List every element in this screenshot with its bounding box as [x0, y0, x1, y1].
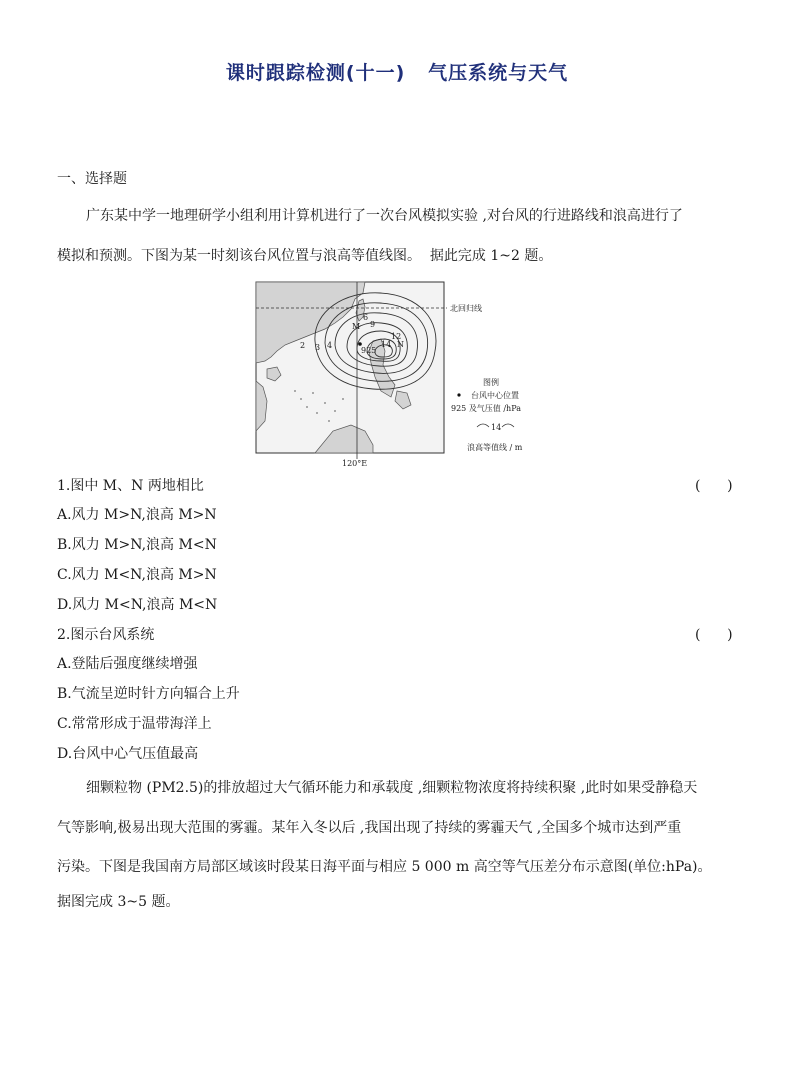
question-2-stem: 2.图示台风系统 [57, 627, 155, 643]
longitude-label: 120°E [342, 459, 368, 468]
point-n-label: N [397, 340, 404, 349]
typhoon-map-figure [255, 281, 540, 471]
question-2-option-c: C.常常形成于温带海洋上 [57, 716, 212, 732]
legend-center-label: 台风中心位置 [471, 391, 519, 400]
question-2-option-d: D.台风中心气压值最高 [57, 746, 199, 762]
isoline-label-3: 3 [315, 343, 321, 352]
isoline-label-2: 2 [300, 341, 306, 350]
question-1-option-b: B.风力 M>N,浪高 M<N [57, 537, 217, 553]
legend-pressure-label: 925 及气压值 /hPa [451, 404, 521, 413]
question-2-option-a: A.登陆后强度继续增强 [57, 656, 198, 672]
question-1-option-c: C.风力 M<N,浪高 M>N [57, 567, 217, 583]
isoline-label-6: 6 [363, 313, 369, 322]
question-2-option-b: B.气流呈逆时针方向辐合上升 [57, 686, 240, 702]
passage-2-line-1: 细颗粒物 (PM2.5)的排放超过大气循环能力和承载度 ,细颗粒物浓度将持续积聚 ,此时如果受静稳天 [86, 780, 698, 796]
intro-line-2: 模拟和预测。下图为某一时刻该台风位置与浪高等值线图。 据此完成 1~2 题。 [57, 248, 553, 264]
legend-wave-label: 浪高等值线 / m [467, 443, 523, 452]
intro-line-1: 广东某中学一地理研学小组利用计算机进行了一次台风模拟实验 ,对台风的行进路线和浪高进行了 [86, 208, 683, 224]
passage-2-line-4: 据图完成 3~5 题。 [57, 894, 180, 910]
question-1-stem: 1.图中 M、N 两地相比 [57, 478, 204, 494]
isoline-label-12: 12 [391, 332, 402, 341]
question-2-answer-blank: ( ) [695, 627, 733, 643]
legend-title: 图例 [483, 378, 499, 387]
question-1-option-d: D.风力 M<N,浪高 M<N [57, 597, 218, 613]
legend-isoline-value: 14 [491, 423, 502, 432]
isoline-label-4: 4 [327, 341, 333, 350]
tropic-label: 北回归线 [450, 304, 482, 313]
passage-2-line-3: 污染。下图是我国南方局部区域该时段某日海平面与相应 5 000 m 高空等气压差分布示意图(单位:hPa)。 [57, 859, 712, 875]
passage-2-line-2: 气等影响,极易出现大范围的雾霾。某年入冬以后 ,我国出现了持续的雾霾天气 ,全国多个城市达到严重 [57, 820, 682, 836]
center-pressure-label: 925 [361, 346, 377, 355]
isoline-label-14: 14 [381, 340, 392, 349]
question-1-option-a: A.风力 M>N,浪高 M>N [57, 507, 217, 523]
section-heading: 一、选择题 [57, 171, 127, 187]
isoline-label-9: 9 [370, 320, 376, 329]
point-m-label: M [352, 322, 361, 331]
page-title: 课时跟踪检测(十一) 气压系统与天气 [225, 62, 569, 84]
legend-center-marker [457, 393, 460, 396]
question-1-answer-blank: ( ) [695, 478, 733, 494]
